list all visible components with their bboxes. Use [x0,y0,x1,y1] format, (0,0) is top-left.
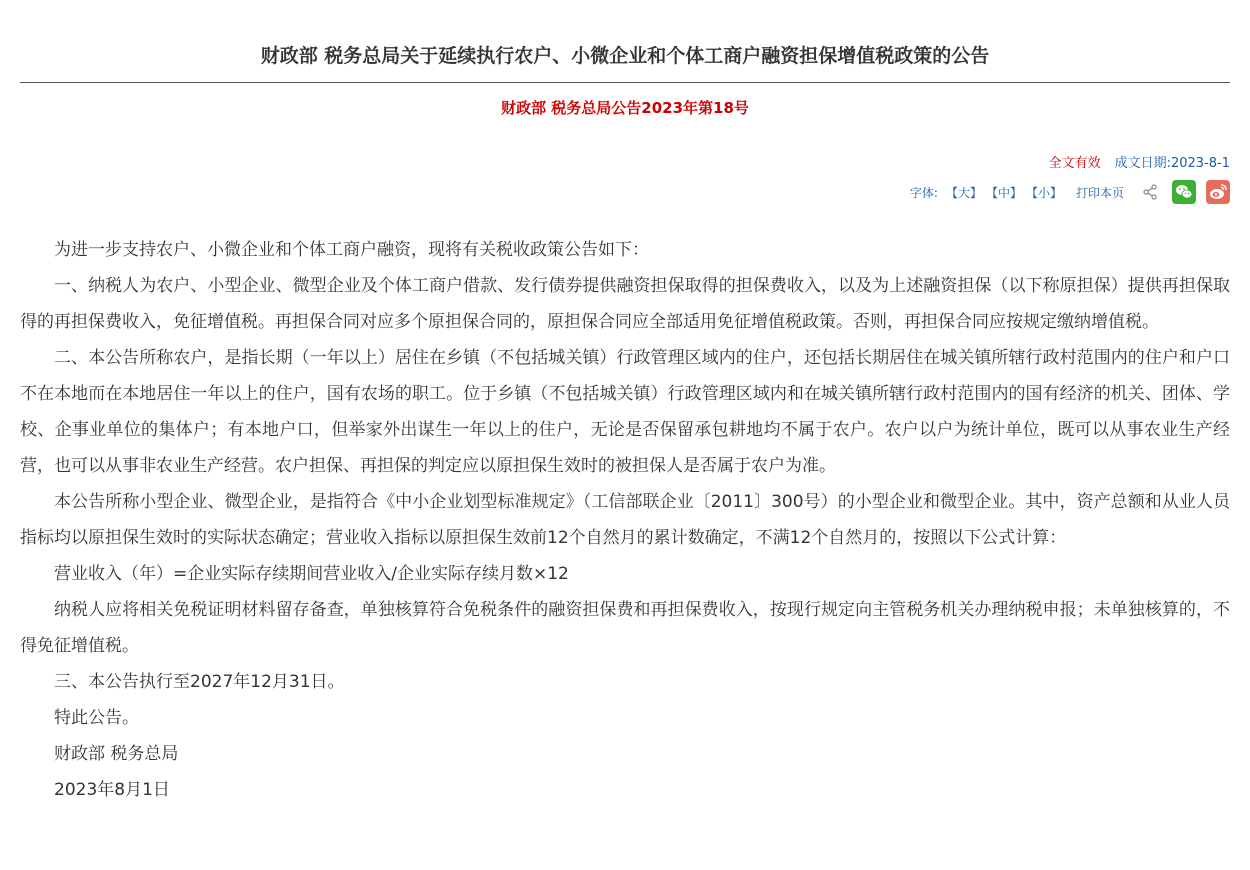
paragraph: 三、本公告执行至2027年12月31日。 [54,672,345,692]
font-small-button[interactable]: 【小】 [1025,185,1062,200]
font-size-label: 字体: [909,185,938,200]
paragraph: 二、本公告所称农户，是指长期（一年以上）居住在乡镇（不包括城关镇）行政管理区域内的住户，还包括长期居住在城关镇所辖行政村范围内的住户和户口不在本地而在本地居住一年以上的住户，国有农场的职工。位于乡镇（不包括城关镇）行政管理区域内和在城关镇所辖行政村范围内的国有经济的机关、团体、学校、企事业单位的集体户；有本地户口，但举家外出谋生一年以上的住户，无论是否保留承包耕地均不属于农户。农户以户为统计单位，既可以从事农业生产经营，也可以从事非农业生产经营。农户担保、再担保的判定应以原担保生效时的被担保人是否属于农户为准。 [20,348,1230,476]
article-toolbar [20,178,1230,206]
date-value: 2023-8-1 [1170,156,1230,171]
meta-info [20,154,1230,174]
paragraph: 为进一步支持农户、小微企业和个体工商户融资，现将有关税收政策公告如下： [54,240,649,260]
font-large-button[interactable]: 【大】 [945,185,982,200]
article-page [20,0,1230,808]
signature-date: 2023年8月1日 [54,780,170,800]
weibo-icon[interactable] [1206,180,1230,204]
validity-status: 全文有效 [1048,156,1101,171]
article-body [20,232,1230,808]
date-label: 成文日期: [1114,156,1171,171]
signature-organization: 财政部 税务总局 [54,744,179,764]
share-icon[interactable] [1142,184,1158,200]
title-divider [20,82,1230,83]
page-title: 财政部 税务总局关于延续执行农户、小微企业和个体工商户融资担保增值税政策的公告 [260,45,990,67]
paragraph: 一、纳税人为农户、小型企业、微型企业及个体工商户借款、发行债券提供融资担保取得的担保费收入，以及为上述融资担保（以下称原担保）提供再担保取得的再担保费收入，免征增值税。再担保合同对应多个原担保合同的，原担保合同应全部适用免征增值税政策。否则，再担保合同应按规定缴纳增值税。 [20,276,1230,332]
wechat-icon[interactable] [1172,180,1196,204]
paragraph: 本公告所称小型企业、微型企业，是指符合《中小企业划型标准规定》（工信部联企业〔2011〕300号）的小型企业和微型企业。其中，资产总额和从业人员指标均以原担保生效时的实际状态确定；营业收入指标以原担保生效前12个自然月的累计数确定，不满12个自然月的，按照以下公式计算： [20,492,1230,548]
paragraph: 特此公告。 [54,708,139,728]
document-number: 财政部 税务总局公告2023年第18号 [501,99,749,117]
paragraph: 纳税人应将相关免税证明材料留存备查，单独核算符合免税条件的融资担保费和再担保费收入，按现行规定向主管税务机关办理纳税申报；未单独核算的，不得免征增值税。 [20,600,1230,656]
font-medium-button[interactable]: 【中】 [985,185,1022,200]
paragraph: 营业收入（年）=企业实际存续期间营业收入/企业实际存续月数×12 [54,564,569,584]
print-page-link[interactable]: 打印本页 [1075,185,1124,200]
